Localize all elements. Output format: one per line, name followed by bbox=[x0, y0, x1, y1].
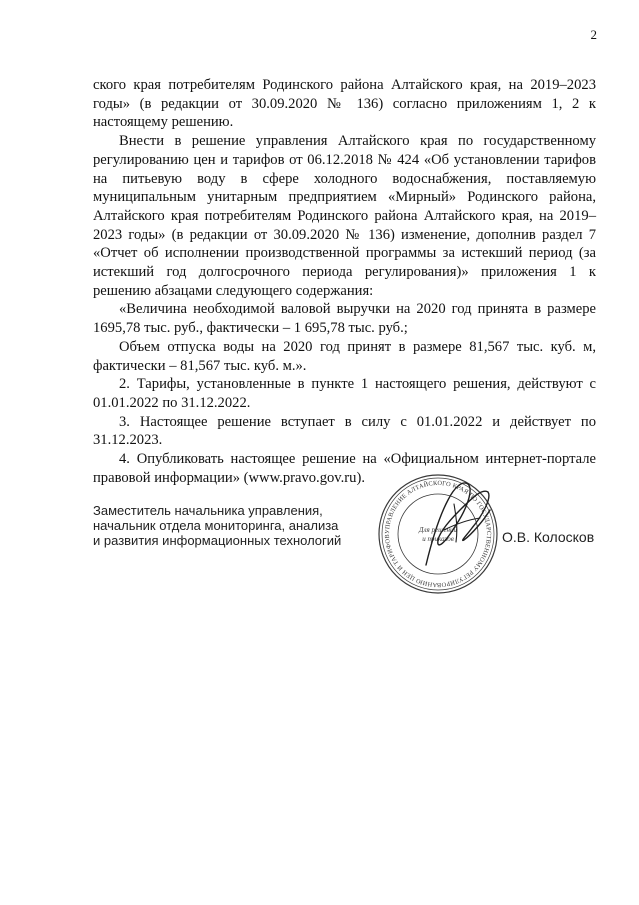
seal-center-line-1: Для решений bbox=[419, 526, 457, 534]
paragraph-amendment: Внести в решение управления Алтайского края по государственному регулированию цен и тарифов от 06.12.2018 № 424 «Об установлении тарифов на питьевую воду в сфере холодного водоснабжения, поставляемую муниципальным унитарным предприятием «Мирный» Родинского района, Алтайского края потребителям Родинского района Алтайского края, на 2019–2023 годы» (в редакции от 30.09.2020 № 136) изменение, дополнив раздел 7 «Отчет об исполнении производственной программы за истекший период (за истекший год долгосрочного периода регулирования)» приложения 1 к решению абзацами следующего содержания: bbox=[93, 133, 596, 299]
position-line: и развития информационных технологий bbox=[93, 533, 342, 548]
position-line: Заместитель начальника управления, bbox=[93, 503, 323, 518]
seal-ring-text: УПРАВЛЕНИЕ АЛТАЙСКОГО КРАЯ ПО ГОСУДАРСТВЕННОМУ РЕГУЛИРОВАНИЮ ЦЕН И ТАРИФОВ bbox=[383, 479, 493, 589]
signature-graphic bbox=[396, 470, 500, 580]
page-number: 2 bbox=[590, 27, 597, 42]
signatory-position bbox=[93, 503, 393, 548]
paragraph-item-2: 2. Тарифы, установленные в пункте 1 настоящего решения, действуют с 01.01.2022 по 31.12.2022. bbox=[93, 376, 596, 411]
paragraph-revenue: «Величина необходимой валовой выручки на 2020 год принята в размере 1695,78 тыс. руб., фактически – 1 695,78 тыс. руб.; bbox=[93, 301, 596, 337]
paragraph-item-4: 4. Опубликовать настоящее решение на «Официальном интернет-портале правовой информации» (www.pravo.gov.ru). bbox=[93, 451, 596, 486]
paragraph-continuation: ского края потребителям Родинского района Алтайского края, на 2019–2023 годы» (в редакции от 30.09.2020 № 136) согласно приложениям 1, 2 к настоящему решению. bbox=[93, 77, 596, 131]
paragraph-item-3: 3. Настоящее решение вступает в силу с 01.01.2022 и действует по 31.12.2023. bbox=[93, 413, 596, 449]
seal-center-line-2: и приказов bbox=[422, 535, 454, 543]
handwritten-signature bbox=[396, 470, 500, 580]
position-line: начальник отдела мониторинга, анализа bbox=[93, 518, 339, 533]
paragraph-water-volume: Объем отпуска воды на 2020 год принят в размере 81,567 тыс. куб. м, фактически – 81,567 тыс. куб. м.». bbox=[93, 338, 596, 374]
document-body bbox=[93, 76, 596, 487]
signer-name: О.В. Колосков bbox=[502, 529, 595, 545]
